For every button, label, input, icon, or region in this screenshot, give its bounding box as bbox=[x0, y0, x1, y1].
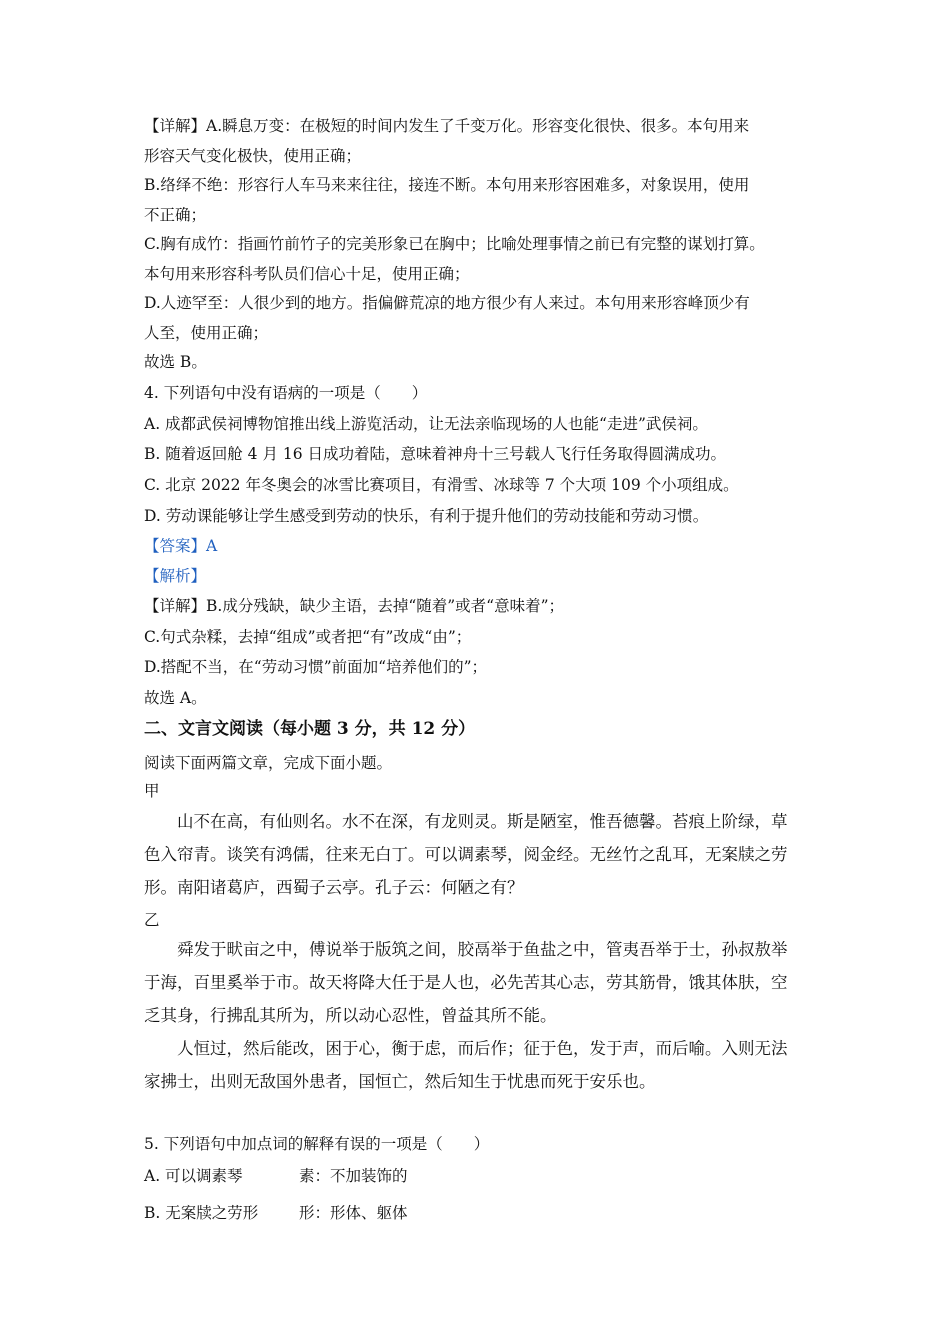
option-definition: 形：形体、躯体 bbox=[299, 1204, 408, 1222]
explanation-conclusion: 故选 A。 bbox=[144, 689, 207, 707]
explanation-line: C.胸有成竹：指画竹前竹子的完美形象已在胸中；比喻处理事情之前已有完整的谋划打算。 bbox=[144, 235, 765, 253]
explanation-line: 本句用来形容科考队员们信心十足，使用正确； bbox=[144, 265, 470, 283]
explanation-line: 形容天气变化极快，使用正确； bbox=[144, 147, 362, 165]
explanation-line: B.络绎不绝：形容行人车马来来往往，接连不断。本句用来形容困难多，对象误用，使用 bbox=[144, 176, 750, 194]
explanation-line: 不正确； bbox=[144, 206, 207, 224]
explanation-line: D.搭配不当，在“劳动习惯”前面加“培养他们的”； bbox=[144, 658, 487, 676]
question-5-stem: 5. 下列语句中加点词的解释有误的一项是（ ） bbox=[144, 1135, 490, 1153]
text-b-line: 舜发于畎亩之中，傅说举于版筑之间，胶鬲举于鱼盐之中，管夷吾举于士，孙叔敖举 bbox=[144, 940, 788, 959]
explanation-line: C.句式杂糅，去掉“组成”或者把“有”改成“由”； bbox=[144, 628, 472, 646]
question-4-option-b: B. 随着返回舱 4 月 16 日成功着陆，意味着神舟十三号载人飞行任务取得圆满成功。 bbox=[144, 445, 727, 463]
explanation-line: 人至，使用正确； bbox=[144, 324, 269, 342]
text-a-line: 山不在高，有仙则名。水不在深，有龙则灵。斯是陋室，惟吾德馨。苔痕上阶绿，草 bbox=[144, 812, 788, 831]
option-text: A. 可以调素琴 bbox=[144, 1167, 243, 1185]
question-4-stem: 4. 下列语句中没有语病的一项是（ ） bbox=[144, 384, 428, 402]
text-b-line: 人恒过，然后能改，困于心，衡于虑，而后作；征于色，发于声，而后喻。入则无法 bbox=[144, 1039, 788, 1058]
answer-label: 【答案】A bbox=[144, 537, 218, 555]
text-a-line: 色入帘青。谈笑有鸿儒，往来无白丁。可以调素琴，阅金经。无丝竹之乱耳，无案牍之劳 bbox=[144, 845, 788, 864]
text-b-label: 乙 bbox=[144, 911, 160, 929]
option-text: B. 无案牍之劳形 bbox=[144, 1204, 259, 1222]
question-5-option-a bbox=[144, 1166, 824, 1186]
question-4-option-a: A. 成都武侯祠博物馆推出线上游览活动，让无法亲临现场的人也能“走进”武侯祠。 bbox=[144, 415, 708, 433]
option-definition: 素：不加装饰的 bbox=[299, 1167, 408, 1185]
question-4-option-d: D. 劳动课能够让学生感受到劳动的快乐，有利于提升他们的劳动技能和劳动习惯。 bbox=[144, 507, 709, 525]
explanation-line: 【详解】A.瞬息万变：在极短的时间内发生了千变万化。形容变化很快、很多。本句用来 bbox=[144, 117, 750, 135]
text-b-line: 家拂士，出则无敌国外患者，国恒亡，然后知生于忧患而死于安乐也。 bbox=[144, 1072, 656, 1091]
text-a-label: 甲 bbox=[144, 782, 160, 800]
text-a-line: 形。南阳诸葛庐，西蜀子云亭。孔子云：何陋之有？ bbox=[144, 878, 524, 897]
text-b-line: 于海，百里奚举于市。故天将降大任于是人也，必先苦其心志，劳其筋骨，饿其体肤，空 bbox=[144, 973, 788, 992]
section-heading: 二、文言文阅读（每小题 3 分，共 12 分） bbox=[144, 719, 476, 739]
explanation-line: D.人迹罕至：人很少到的地方。指偏僻荒凉的地方很少有人来过。本句用来形容峰顶少有 bbox=[144, 294, 750, 312]
analysis-label: 【解析】 bbox=[144, 567, 207, 585]
explanation-conclusion: 故选 B。 bbox=[144, 353, 207, 371]
question-4-option-c: C. 北京 2022 年冬奥会的冰雪比赛项目，有滑雪、冰球等 7 个大项 109 个小项组成。 bbox=[144, 476, 739, 494]
explanation-line: 【详解】B.成分残缺，缺少主语，去掉“随着”或者“意味着”； bbox=[144, 597, 565, 615]
section-instruction: 阅读下面两篇文章，完成下面小题。 bbox=[144, 754, 393, 772]
text-b-line: 乏其身，行拂乱其所为，所以动心忍性，曾益其所不能。 bbox=[144, 1006, 557, 1025]
question-5-option-b bbox=[144, 1203, 824, 1223]
